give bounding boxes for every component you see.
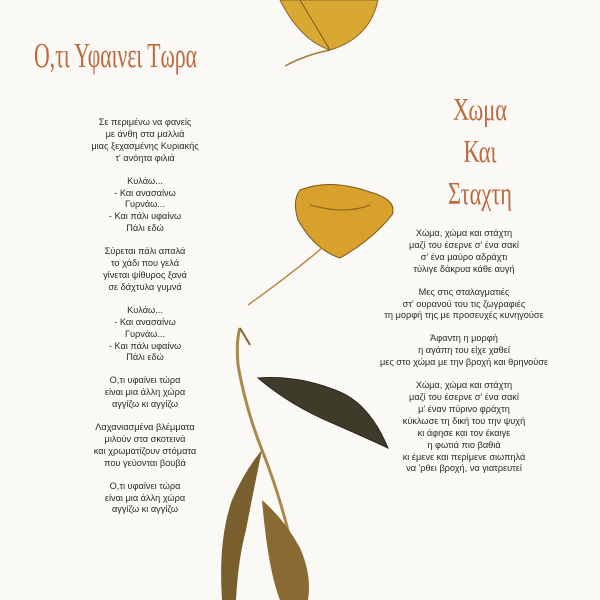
right-lyrics — [355, 228, 573, 486]
lyric-line: - Και πάλι υφαίνω — [108, 211, 182, 222]
stanza — [355, 287, 573, 323]
lyric-line: Σύρεται πάλι απαλά — [104, 246, 186, 257]
lyric-line: - Και πάλι υφαίνω — [108, 340, 182, 351]
stanza — [45, 305, 245, 365]
stanza — [45, 117, 245, 165]
lyric-line: Κυλάω... — [127, 304, 163, 315]
stanza — [45, 481, 245, 517]
lyric-line: αγγίζω κι αγγίζω — [111, 399, 179, 410]
right-title-line-2: Και — [463, 133, 497, 169]
lyric-line: Κυλάω... — [127, 175, 163, 186]
lyric-line: Άφαντη η μορφή — [430, 333, 498, 344]
lyric-line: και χρωματίζουν στόματα — [93, 445, 197, 456]
lyric-line: Γυρνάω... — [124, 328, 166, 339]
lyric-line: μ' έναν πύρινο φράχτη — [418, 403, 510, 414]
stanza — [45, 375, 245, 411]
lyric-line: με άνθη στα μαλλιά — [105, 128, 185, 139]
lyric-line: - Και ανασαίνω — [114, 187, 176, 198]
lyric-line: κύκλωσε τη δική του την ψυχή — [402, 415, 526, 426]
lyric-line: Χώμα, χώμα και στάχτη — [415, 380, 513, 391]
stanza — [355, 228, 573, 276]
stanza — [45, 246, 245, 294]
lyric-line: Μες στις σταλαγματιές — [418, 286, 510, 297]
lyric-line: μαζί του έσερνε σ' ένα σακί — [409, 239, 519, 250]
lyric-line: τύλιγε δάκρυα κάθε αυγή — [413, 263, 515, 274]
lyric-line: κι άφησε και τον έκαιγε — [417, 427, 511, 438]
lyric-line: το χάδι που γελά — [110, 258, 180, 269]
lyric-line: σε δάχτυλα γυμνά — [108, 281, 182, 292]
lyric-line: Ο,τι υφαίνει τώρα — [109, 375, 181, 386]
lyric-line: μες στο χώμα με την βροχή και θρηνούσε — [379, 357, 549, 368]
lyric-line: μιας ξεχασμένης Κυριακής — [91, 140, 199, 151]
lyric-line: Ο,τι υφαίνει τώρα — [109, 480, 181, 491]
right-title-line-1: Χωμα — [453, 91, 507, 127]
lyric-line: σ' ένα μαύρο αδράχτι — [420, 251, 508, 262]
stanza — [45, 422, 245, 470]
lyric-line: είναι μια άλλη χώρα — [104, 492, 186, 503]
lyric-line: κι έμενε και περίμενε σιωπηλά — [402, 451, 526, 462]
lyric-line: Πάλι εδώ — [126, 352, 164, 363]
lyric-line: η φωτιά πιο βαθιά — [427, 439, 501, 450]
top-leaf — [280, 0, 378, 66]
lyric-line: τη μορφή της με προσευχές κυνηγούσε — [384, 310, 544, 321]
right-song-title — [420, 88, 540, 214]
lyric-line: Λαχανιασμένα βλέμματα — [95, 422, 195, 433]
lyric-line: Σε περιμένω να φανείς — [98, 117, 192, 127]
lyric-line: τ' ανόητα φιλιά — [115, 152, 175, 163]
lyric-line: που γεύονται βουβά — [104, 457, 186, 468]
lyric-line: γίνεται ψίθυρος ξανά — [103, 269, 187, 280]
lyric-line: η αγάπη του είχε χαθεί — [418, 345, 510, 356]
stanza — [355, 333, 573, 369]
lyric-line: Πάλι εδώ — [126, 223, 164, 234]
lyric-line: Γυρνάω... — [124, 199, 166, 210]
right-title-line-3: Σταχτη — [447, 175, 513, 211]
stanza — [355, 380, 573, 475]
left-song-title: Ο,τι Υφαινει Τωρα — [34, 36, 198, 75]
stanza — [45, 176, 245, 236]
lyric-line: μιλούν στα σκοτεινά — [104, 433, 186, 444]
lyric-line: μαζί του έσερνε σ' ένα σακί — [409, 391, 519, 402]
lyric-line: - Και ανασαίνω — [114, 316, 176, 327]
lyric-line: στ' ουρανού του τις ζωγραφιές — [402, 298, 526, 309]
lyric-line: Χώμα, χώμα και στάχτη — [415, 228, 513, 238]
lyric-line: αγγίζω κι αγγίζω — [111, 504, 179, 515]
lyric-line: είναι μια άλλη χώρα — [104, 387, 186, 398]
left-lyrics — [45, 117, 245, 527]
lyric-line: να 'ρθει βροχή, να γιατρευτεί — [406, 463, 522, 474]
